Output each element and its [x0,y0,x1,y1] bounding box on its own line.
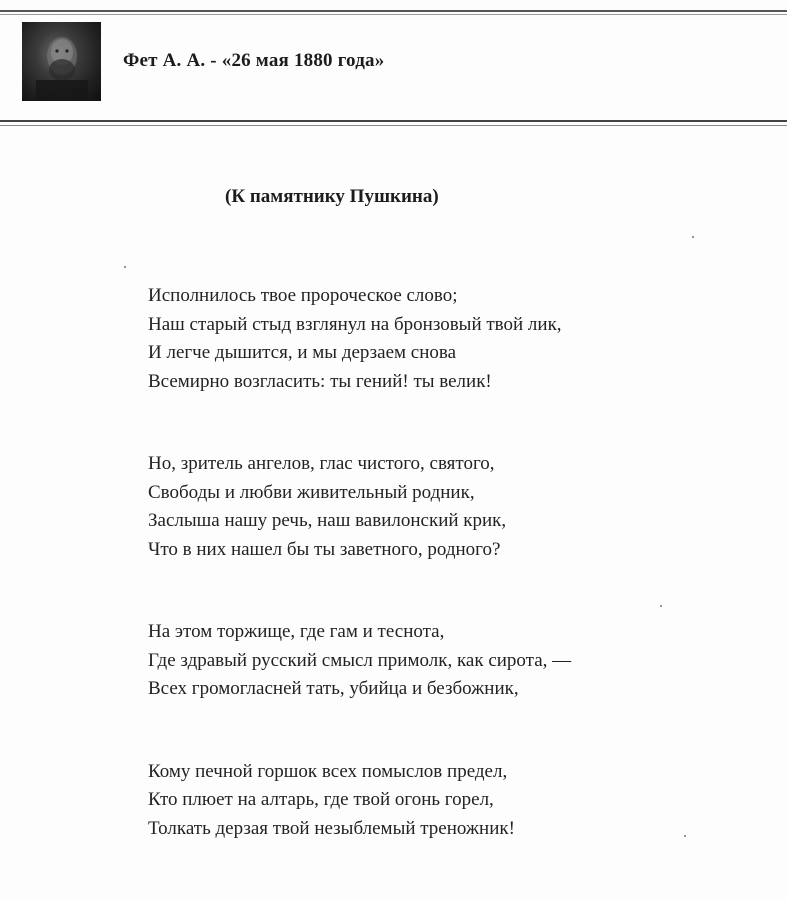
poem-line: Всех громогласней тать, убийца и безбожник, [148,678,519,699]
poem-line: Что в них нашел бы ты заветного, родного? [148,538,501,560]
poem-line: Кому печной горшок всех помыслов предел, [148,760,508,782]
top-rule-secondary [0,14,787,15]
poem-line: Заслыша нашу речь, наш вавилонский крик, [148,510,507,531]
header-bottom-rule [0,120,787,122]
author-portrait-icon [22,22,101,101]
poem-line: Где здравый русский смысл примолк, как сирота, — [148,649,572,671]
stanza-3 [148,618,571,704]
scan-speck [660,605,662,607]
poem-line: Свободы и любви живительный родник, [148,481,475,503]
poem-line: Кто плюет на алтарь, где твой огонь горел, [148,789,494,810]
stanza-2 [148,450,571,564]
header-bottom-rule-secondary [0,125,787,126]
scan-speck [684,835,686,837]
poem-line: Исполнилось твое пророческое слово; [148,285,458,306]
poem-line: Наш старый стыд взглянул на бронзовый твой лик, [148,313,562,335]
page-title: Фет А. А. - «26 мая 1880 года» [123,50,385,71]
poem-line: Толкать дерзая твой незыблемый треножник! [148,817,515,839]
stanza-1 [148,282,571,396]
poem-body [148,282,571,897]
poem-line: На этом торжище, где гам и теснота, [148,621,445,642]
poem-subtitle: (К памятнику Пушкина) [225,186,439,207]
poem-line: И легче дышится, и мы дерзаем снова [148,342,457,363]
header [22,21,384,101]
top-rule [0,10,787,12]
poem-line: Но, зритель ангелов, глас чистого, святого, [148,453,495,474]
stanza-4 [148,758,571,844]
poem-line: Всемирно возгласить: ты гений! ты велик! [148,370,492,392]
scan-speck [124,266,126,268]
scan-speck [692,236,694,238]
